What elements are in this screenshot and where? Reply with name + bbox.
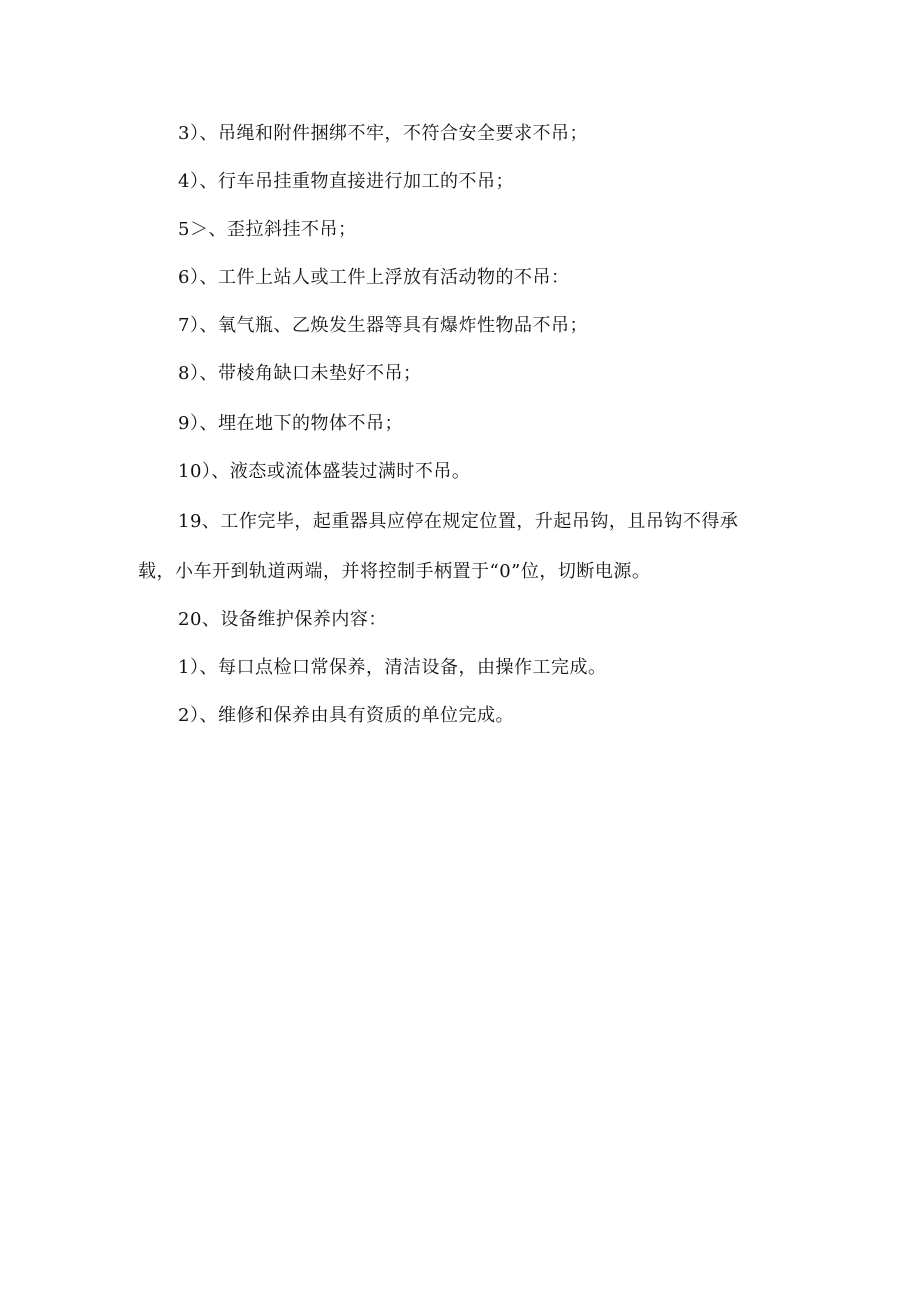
item-5-line: 5＞、歪拉斜挂不吊； — [178, 219, 357, 240]
item-4-line: 4）、行车吊挂重物直接进行加工的不吊； — [178, 171, 514, 192]
item-9-line: 9）、埋在地下的物体不吊； — [178, 413, 403, 434]
item-3-line: 3）、吊绳和附件捆绑不牢，不符合安全要求不吊； — [178, 123, 588, 144]
section-20-item-1: 1）、每口点检口常保养，清洁设备，由操作工完成。 — [178, 657, 607, 678]
item-8-line: 8）、带棱角缺口未垫好不吊； — [178, 363, 422, 384]
item-7-line: 7）、氧气瓶、乙焕发生器等具有爆炸性物品不吊； — [178, 315, 588, 336]
section-20-item-2: 2）、维修和保养由具有资质的单位完成。 — [178, 705, 514, 726]
section-19-line-1: 19、工作完毕，起重器具应停在规定位置，升起吊钩，且吊钩不得承 — [178, 511, 739, 532]
section-19-line-2: 载，小车开到轨道两端，并将控制手柄置于“0”位，切断电源。 — [138, 561, 651, 582]
section-20-heading: 20、设备维护保养内容： — [178, 609, 387, 630]
item-10-line: 10）、液态或流体盛装过满时不吊。 — [178, 461, 471, 482]
item-6-line: 6）、工件上站人或工件上浮放有活动物的不吊： — [178, 267, 570, 288]
